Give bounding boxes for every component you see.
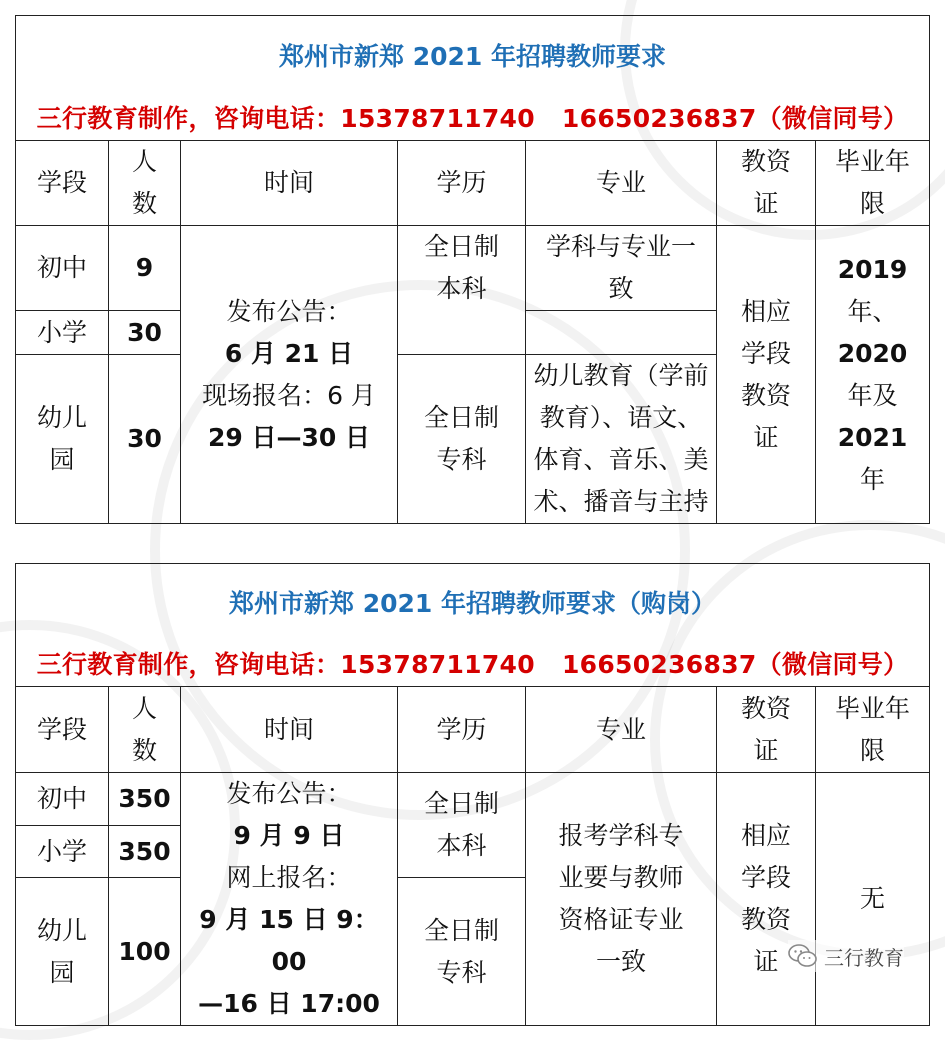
table-title: 郑州市新郑 2021 年招聘教师要求 <box>16 16 930 99</box>
header-stage: 学段 <box>16 141 109 226</box>
certificate-cell: 相应 学段 教资 证 <box>717 226 816 524</box>
education-cell: 全日制 专科 <box>398 878 526 1026</box>
stage-cell: 小学 <box>16 311 109 355</box>
header-time: 时间 <box>181 687 398 773</box>
table-subtitle: 三行教育制作，咨询电话：15378711740 16650236837（微信同号） <box>16 644 930 687</box>
education-cell: 全日制 专科 <box>398 355 526 524</box>
graduation-cell: 无 <box>816 773 930 1026</box>
header-graduation: 毕业年 限 <box>816 141 930 226</box>
watermark-label: 三行教育 <box>824 945 904 970</box>
header-certificate: 教资 证 <box>717 141 816 226</box>
header-row <box>16 687 930 773</box>
table-subtitle: 三行教育制作，咨询电话：15378711740 16650236837（微信同号） <box>16 98 930 141</box>
count-cell: 100 <box>109 878 181 1026</box>
header-graduation: 毕业年 限 <box>816 687 930 773</box>
stage-cell: 初中 <box>16 773 109 826</box>
table-row <box>16 226 930 311</box>
header-row <box>16 141 930 226</box>
header-stage: 学段 <box>16 687 109 773</box>
table-row <box>16 773 930 826</box>
stage-cell: 幼儿 园 <box>16 878 109 1026</box>
table-title: 郑州市新郑 2021 年招聘教师要求（购岗） <box>16 564 930 645</box>
count-cell: 30 <box>109 355 181 524</box>
graduation-cell: 2019 年、 2020 年及 2021 年 <box>816 226 930 524</box>
major-cell: 报考学科专 业要与教师 资格证专业 一致 <box>526 773 717 1026</box>
count-cell: 9 <box>109 226 181 311</box>
count-cell: 350 <box>109 826 181 878</box>
major-cell: 幼儿教育（学前 教育）、语文、 体育、音乐、美 术、播音与主持 <box>526 355 717 524</box>
time-cell: 发布公告： 9 月 9 日 网上报名： 9 月 15 日 9：00 —16 日 17:00 <box>181 773 398 1026</box>
education-cell: 全日制 本科 <box>398 226 526 355</box>
stage-cell: 小学 <box>16 826 109 878</box>
header-major: 专业 <box>526 141 717 226</box>
certificate-cell: 相应 学段 教资 证 <box>717 773 816 1026</box>
header-count: 人 数 <box>109 141 181 226</box>
time-cell: 发布公告： 6 月 21 日 现场报名：6 月 29 日—30 日 <box>181 226 398 524</box>
stage-cell: 幼儿 园 <box>16 355 109 524</box>
education-cell: 全日制 本科 <box>398 773 526 878</box>
count-cell: 30 <box>109 311 181 355</box>
header-count: 人 数 <box>109 687 181 773</box>
wechat-watermark <box>788 940 904 972</box>
wechat-icon <box>788 943 818 969</box>
stage-cell: 初中 <box>16 226 109 311</box>
header-time: 时间 <box>181 141 398 226</box>
major-cell: 学科与专业一 致 <box>526 226 717 311</box>
major-cell-empty <box>526 311 717 355</box>
header-education: 学历 <box>398 687 526 773</box>
header-certificate: 教资 证 <box>717 687 816 773</box>
header-education: 学历 <box>398 141 526 226</box>
header-major: 专业 <box>526 687 717 773</box>
recruitment-table-1 <box>15 15 930 524</box>
count-cell: 350 <box>109 773 181 826</box>
